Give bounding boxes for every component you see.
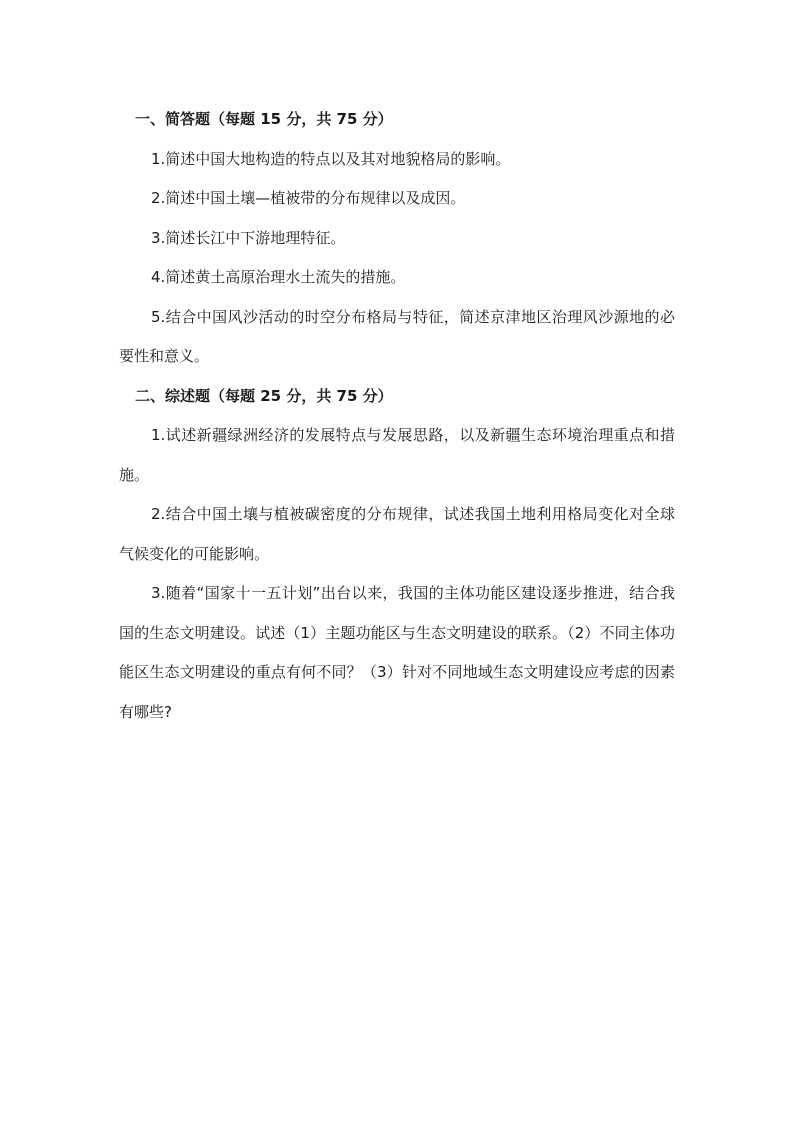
section-heading-essay: 二、综述题（每题 25 分，共 75 分） — [135, 386, 393, 405]
question-item: 1.简述中国大地构造的特点以及其对地貌格局的影响。 — [151, 149, 511, 168]
question-item: 2.简述中国土壤—植被带的分布规律以及成因。 — [151, 189, 466, 207]
question-item: 1.试述新疆绿洲经济的发展特点与发展思路，以及新疆生态环境治理重点和措施。 — [119, 426, 675, 484]
exam-content — [119, 100, 675, 732]
question-item: 4.简述黄土高原治理水土流失的措施。 — [151, 268, 406, 286]
question-item: 5.结合中国风沙活动的时空分布格局与特征，简述京津地区治理风沙源地的必要性和意义。 — [119, 307, 675, 365]
question-item: 3.随着“国家十一五计划”出台以来，我国的主体功能区建设逐步推进，结合我国的生态文明建设。试述（1）主题功能区与生态文明建设的联系。（2）不同主体功能区生态文明建设的重点有何不同？（3）针对不同地域生态文明建设应考虑的因素有哪些? — [119, 584, 675, 721]
section-heading-short-answer: 一、简答题（每题 15 分，共 75 分） — [135, 110, 393, 128]
question-item: 3.简述长江中下游地理特征。 — [151, 228, 346, 247]
question-item: 2.结合中国土壤与植被碳密度的分布规律，试述我国土地利用格局变化对全球气候变化的可能影响。 — [119, 505, 675, 563]
